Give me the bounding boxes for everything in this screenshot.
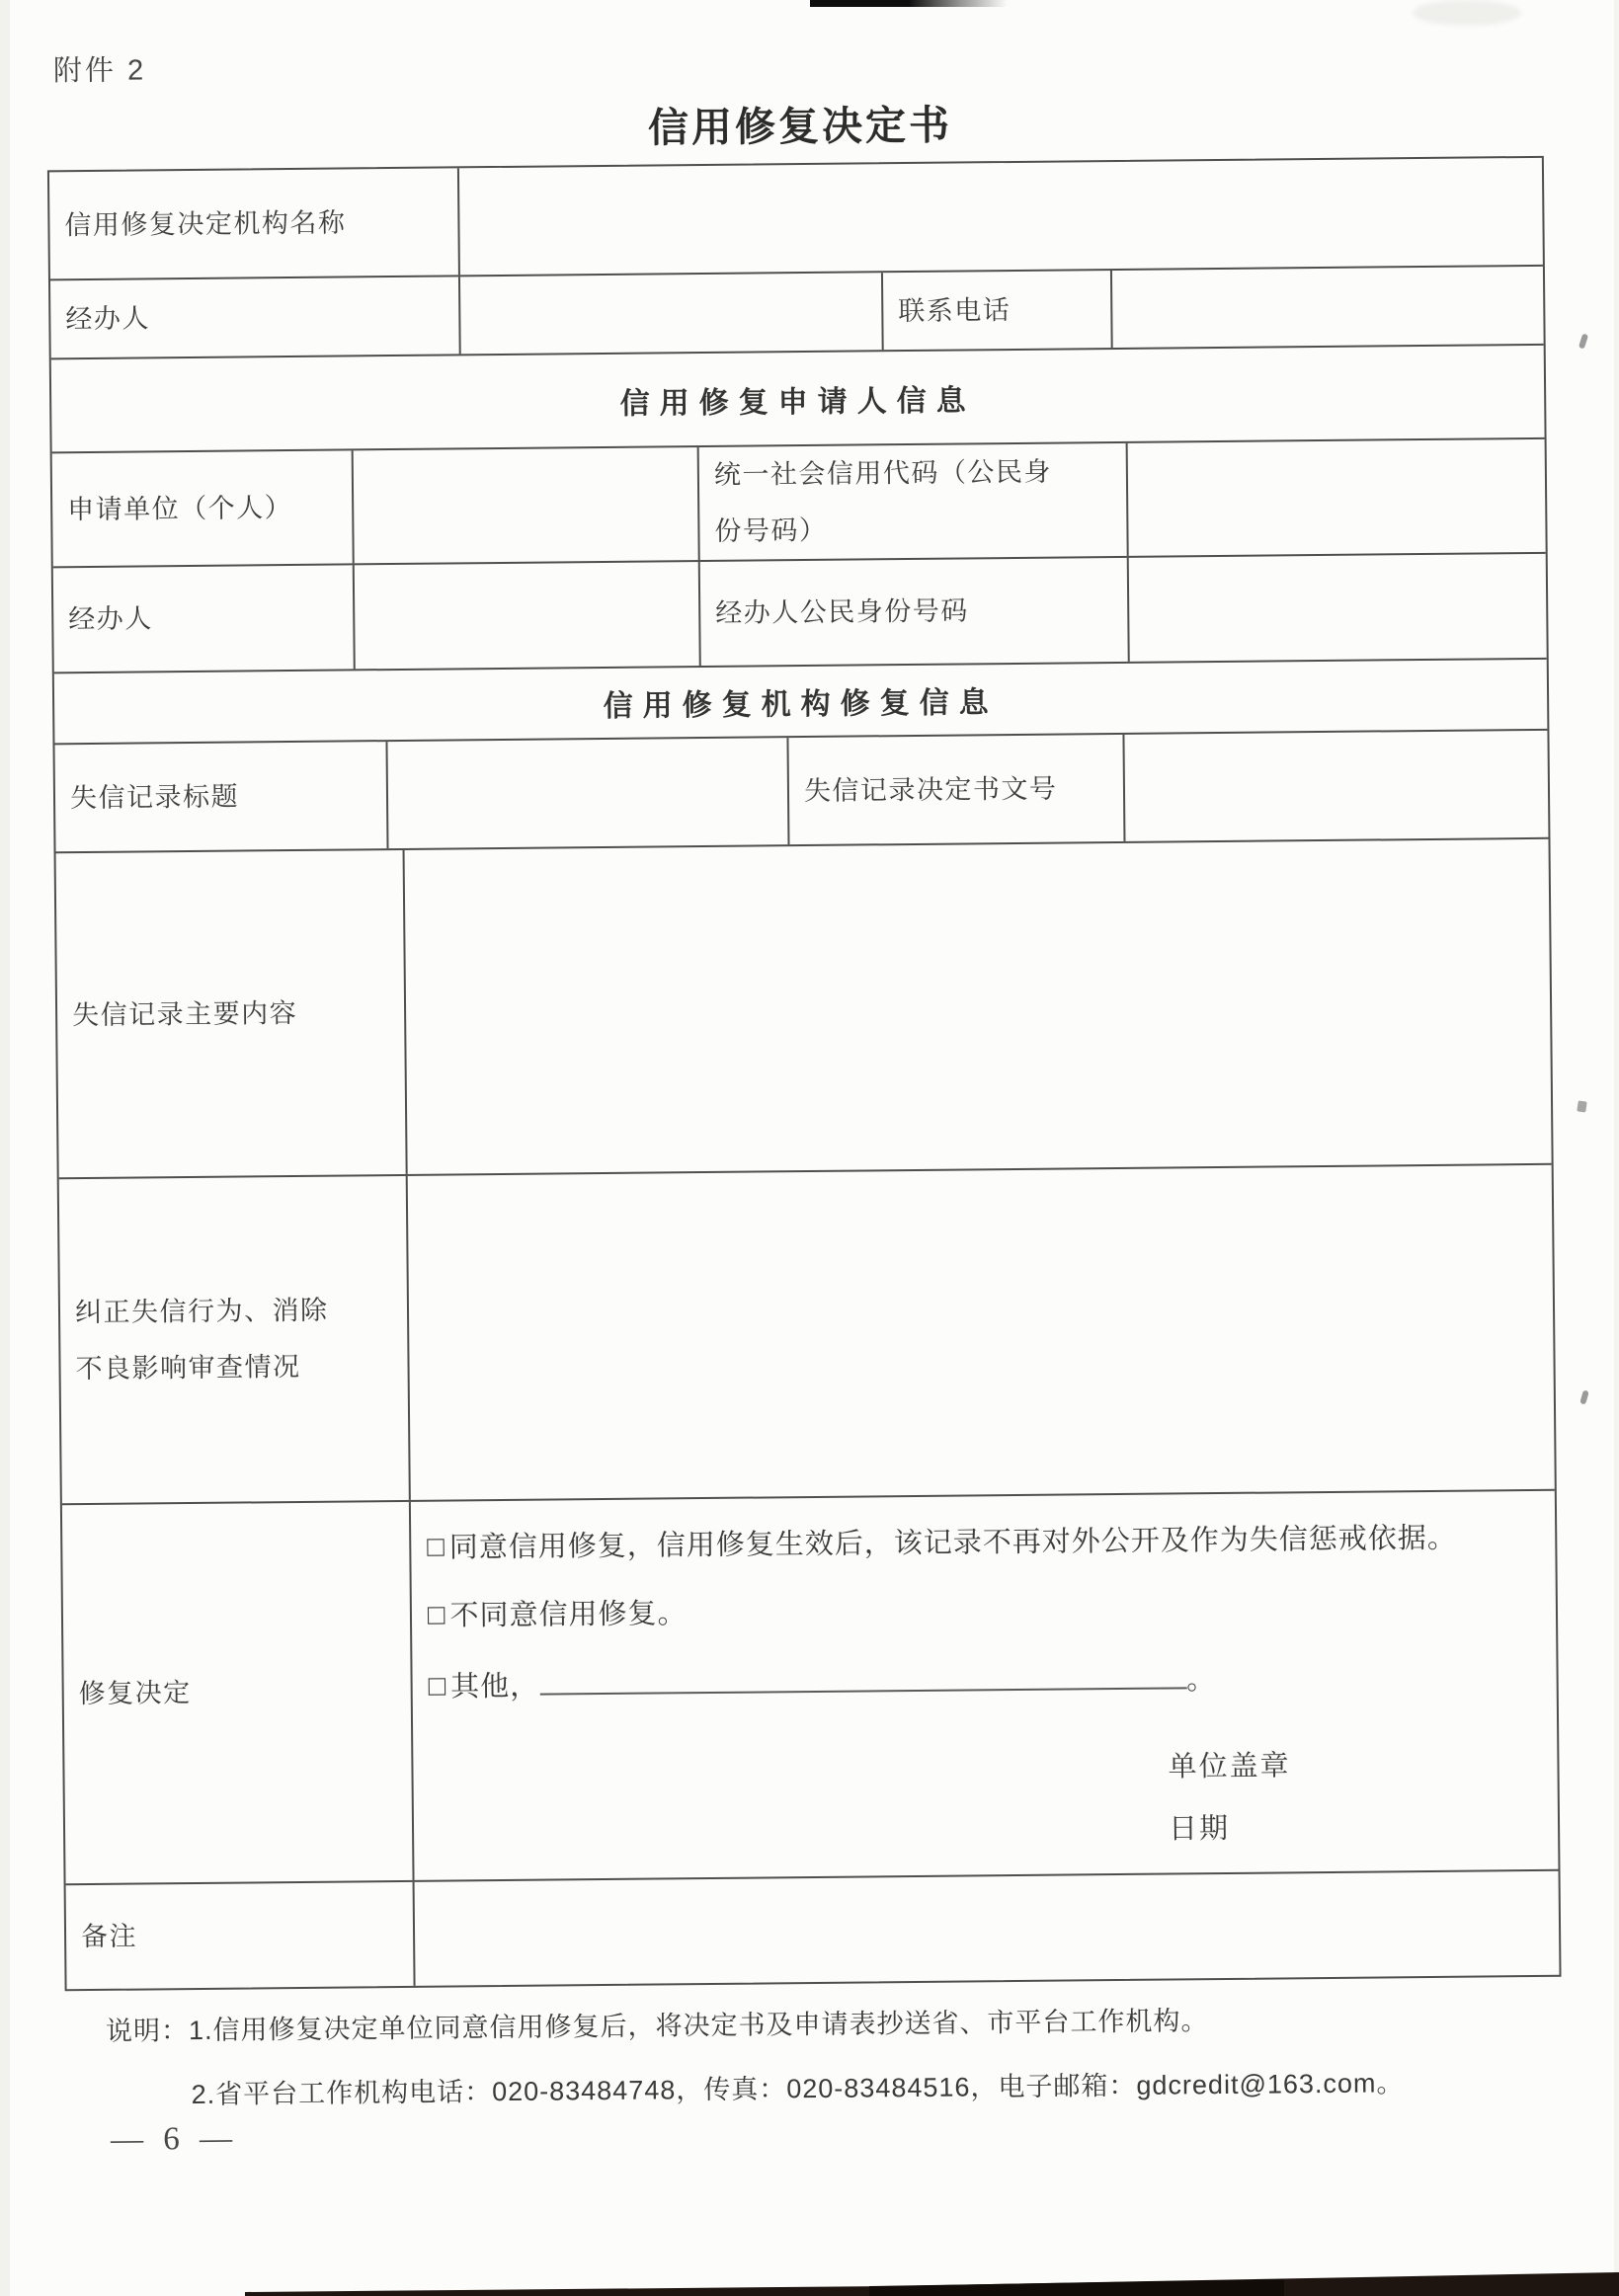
handler-id-value-cell xyxy=(1129,554,1547,662)
credit-repair-decision-table xyxy=(47,156,1562,1991)
document-title: 信用修复决定书 xyxy=(647,102,953,151)
handler-label-cell xyxy=(50,277,461,357)
remarks-label-cell xyxy=(66,1882,416,1989)
handler-id-label: 经办人公民身份号码 xyxy=(715,595,969,629)
row-applicant xyxy=(52,439,1546,568)
row-remarks xyxy=(66,1871,1560,1989)
row-handler-phone xyxy=(50,267,1544,360)
contact-phone-label-cell xyxy=(883,271,1113,350)
record-content-label-cell xyxy=(56,850,408,1177)
handler-id-label-cell xyxy=(700,558,1130,666)
date-label: 日期 xyxy=(1168,1812,1231,1846)
correction-value-cell xyxy=(408,1165,1555,1500)
record-doc-no-label: 失信记录决定书文号 xyxy=(803,773,1058,806)
credit-code-value-cell xyxy=(1128,439,1546,556)
applicant-handler-label: 经办人 xyxy=(68,603,153,635)
attachment-label: 附件 2 xyxy=(52,54,147,88)
footnotes xyxy=(106,1996,1539,2112)
unit-seal-label: 单位盖章 xyxy=(1168,1749,1291,1783)
scan-artifact-bottom-bar xyxy=(0,2266,1619,2296)
credit-code-label-cell xyxy=(699,443,1129,560)
remarks-value-cell xyxy=(415,1871,1560,1986)
record-content-label: 失信记录主要内容 xyxy=(71,997,298,1030)
applicant-value-cell xyxy=(354,447,700,563)
correction-label-cell xyxy=(59,1176,411,1503)
footnote-line-1: 说明：1.信用修复决定单位同意信用修复后，将决定书及申请表抄送省、市平台工作机构。 xyxy=(105,2006,1209,2046)
decision-option-disagree: □ 不同意信用修复。 xyxy=(428,1584,1546,1637)
row-record-title xyxy=(54,731,1548,853)
scan-speck xyxy=(1577,1100,1586,1112)
handler-value-cell xyxy=(460,273,884,354)
handler-label: 经办人 xyxy=(65,303,150,334)
row-record-content xyxy=(56,839,1552,1179)
contact-phone-label: 联系电话 xyxy=(898,294,1012,326)
row-applicant-section-header xyxy=(51,346,1545,453)
repair-section-header: 信用修复机构修复信息 xyxy=(603,686,999,723)
org-name-label: 信用修复决定机构名称 xyxy=(64,207,347,240)
row-org-name xyxy=(49,158,1543,280)
org-name-value-cell xyxy=(459,158,1543,276)
row-repair-decision xyxy=(62,1491,1559,1885)
decision-label: 修复决定 xyxy=(78,1678,192,1709)
row-correction-review xyxy=(59,1165,1555,1505)
checkbox-icon: □ xyxy=(427,1531,445,1563)
contact-phone-value-cell xyxy=(1112,267,1544,348)
record-title-label: 失信记录标题 xyxy=(69,781,240,813)
org-name-label-cell xyxy=(49,168,460,278)
checkbox-icon: □ xyxy=(428,1670,447,1702)
applicant-handler-label-cell xyxy=(53,565,356,672)
decision-label-cell xyxy=(62,1502,415,1883)
decision-option-agree: □ 同意信用修复，信用修复生效后，该记录不再对外公开及作为失信惩戒依据。 xyxy=(427,1517,1545,1570)
row-applicant-handler xyxy=(53,554,1547,673)
decision-options-cell xyxy=(411,1491,1559,1880)
footnote-line-2: 2.省平台工作机构电话：020-83484748，传真：020-83484516，电子邮箱：gdcredit@163.com。 xyxy=(191,2068,1405,2110)
record-content-value-cell xyxy=(405,839,1552,1174)
record-doc-no-value-cell xyxy=(1124,731,1548,841)
remarks-label: 备注 xyxy=(80,1921,138,1952)
applicant-handler-value-cell xyxy=(355,562,701,669)
record-doc-no-label-cell xyxy=(788,735,1125,844)
checkbox-icon: □ xyxy=(427,1599,446,1631)
correction-label: 纠正失信行为、消除 不良影响审查情况 xyxy=(74,1295,329,1385)
decision-option-other: □ 其他， 。 xyxy=(428,1652,1546,1709)
record-title-label-cell xyxy=(54,742,388,851)
applicant-label: 申请单位（个人） xyxy=(67,492,293,524)
page-number: — 6 — xyxy=(110,2120,239,2158)
applicant-section-header: 信用修复申请人信息 xyxy=(619,383,976,421)
credit-code-label: 统一社会信用代码（公民身 份号码） xyxy=(713,456,1053,546)
other-fill-in-blank xyxy=(539,1655,1186,1695)
record-title-value-cell xyxy=(387,738,789,848)
applicant-label-cell xyxy=(52,450,355,566)
